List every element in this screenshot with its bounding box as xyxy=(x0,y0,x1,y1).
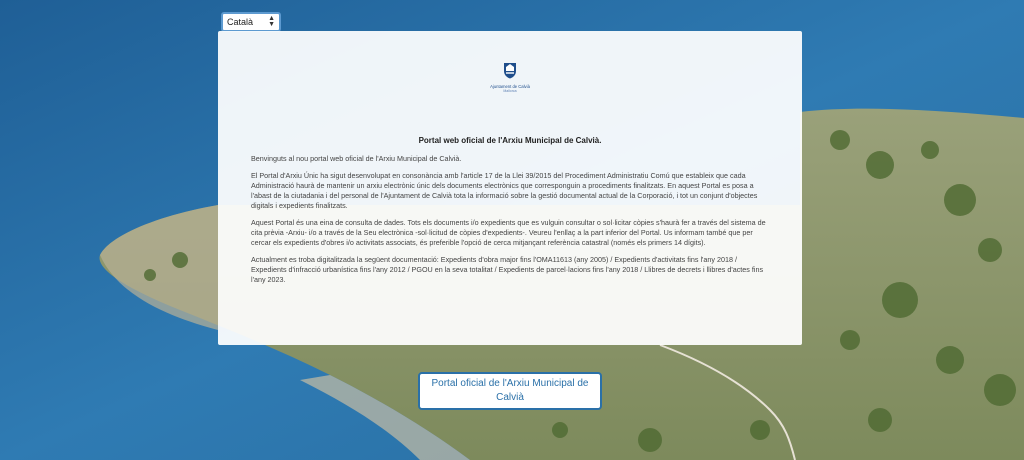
page-title: Portal web oficial de l'Arxiu Municipal de Calvià. xyxy=(418,136,602,145)
paragraph-welcome: Benvinguts al nou portal web oficial de l'Arxiu Municipal de Calvià. xyxy=(251,154,462,163)
paragraph-digitized-docs: Actualment es troba digitalitzada la següent documentació: Expedients d'obra major fins l'OMA11613 (any 2005) / Expedients d'activitats fins l'any 2018 / Expedients d'infracció urbanística fins l'any 2012 / PGOU en la seva totalitat / Expedients de parcel·lacions fins l'any 2018 / Llibres de decrets i llibres d'actes fins l'any 2023. xyxy=(251,255,764,284)
logo-name: Ajuntament de Calvià xyxy=(490,84,530,89)
ajuntament-logo xyxy=(490,61,530,97)
select-arrows-icon: ▲ ▼ xyxy=(268,15,275,28)
welcome-card xyxy=(218,31,802,345)
paragraph-portal-description: El Portal d'Arxiu Únic ha sigut desenvolupat en consonància amb l'article 17 de la Llei 39/2015 del Procediment Administratiu Comú que estableix que cada Administració haurà de mantenir un arxiu electrònic únic dels documents electrònics que corresponguin a procediments finalitzats. En aquest Portal es posa a l'abast de la ciutadania i del personal de l'Ajuntament de Calvià tota la informació sobre la gestió documental actual de la Corporació, i tot un conjunt d'objectes digitals i expedients finalitzats. xyxy=(251,171,758,210)
language-select-value: Català xyxy=(227,17,254,27)
language-select[interactable] xyxy=(221,12,281,32)
coat-of-arms-icon xyxy=(503,61,517,79)
paragraph-consultation: Aquest Portal és una eina de consulta de dades. Tots els documents i/o expedients que es vulguin consultar o sol·licitar còpies s'haurà fer a través del sistema de cita prèvia -Arxiu- i/o a través de la Seu electrònica -sol·licitud de còpies d'expedients-. Veureu l'enllaç a la part inferior del Portal. Us informam també que per cercar els expedients d'obres i/o activitats associats, és preferible l'opció de cerca mitjançant referència catastral (només els primers 14 dígits). xyxy=(251,218,766,247)
logo-subtitle: Mallorca xyxy=(503,89,517,93)
portal-link-button[interactable]: Portal oficial de l'Arxiu Municipal de Calvià xyxy=(418,372,602,410)
intro-text xyxy=(251,154,769,292)
